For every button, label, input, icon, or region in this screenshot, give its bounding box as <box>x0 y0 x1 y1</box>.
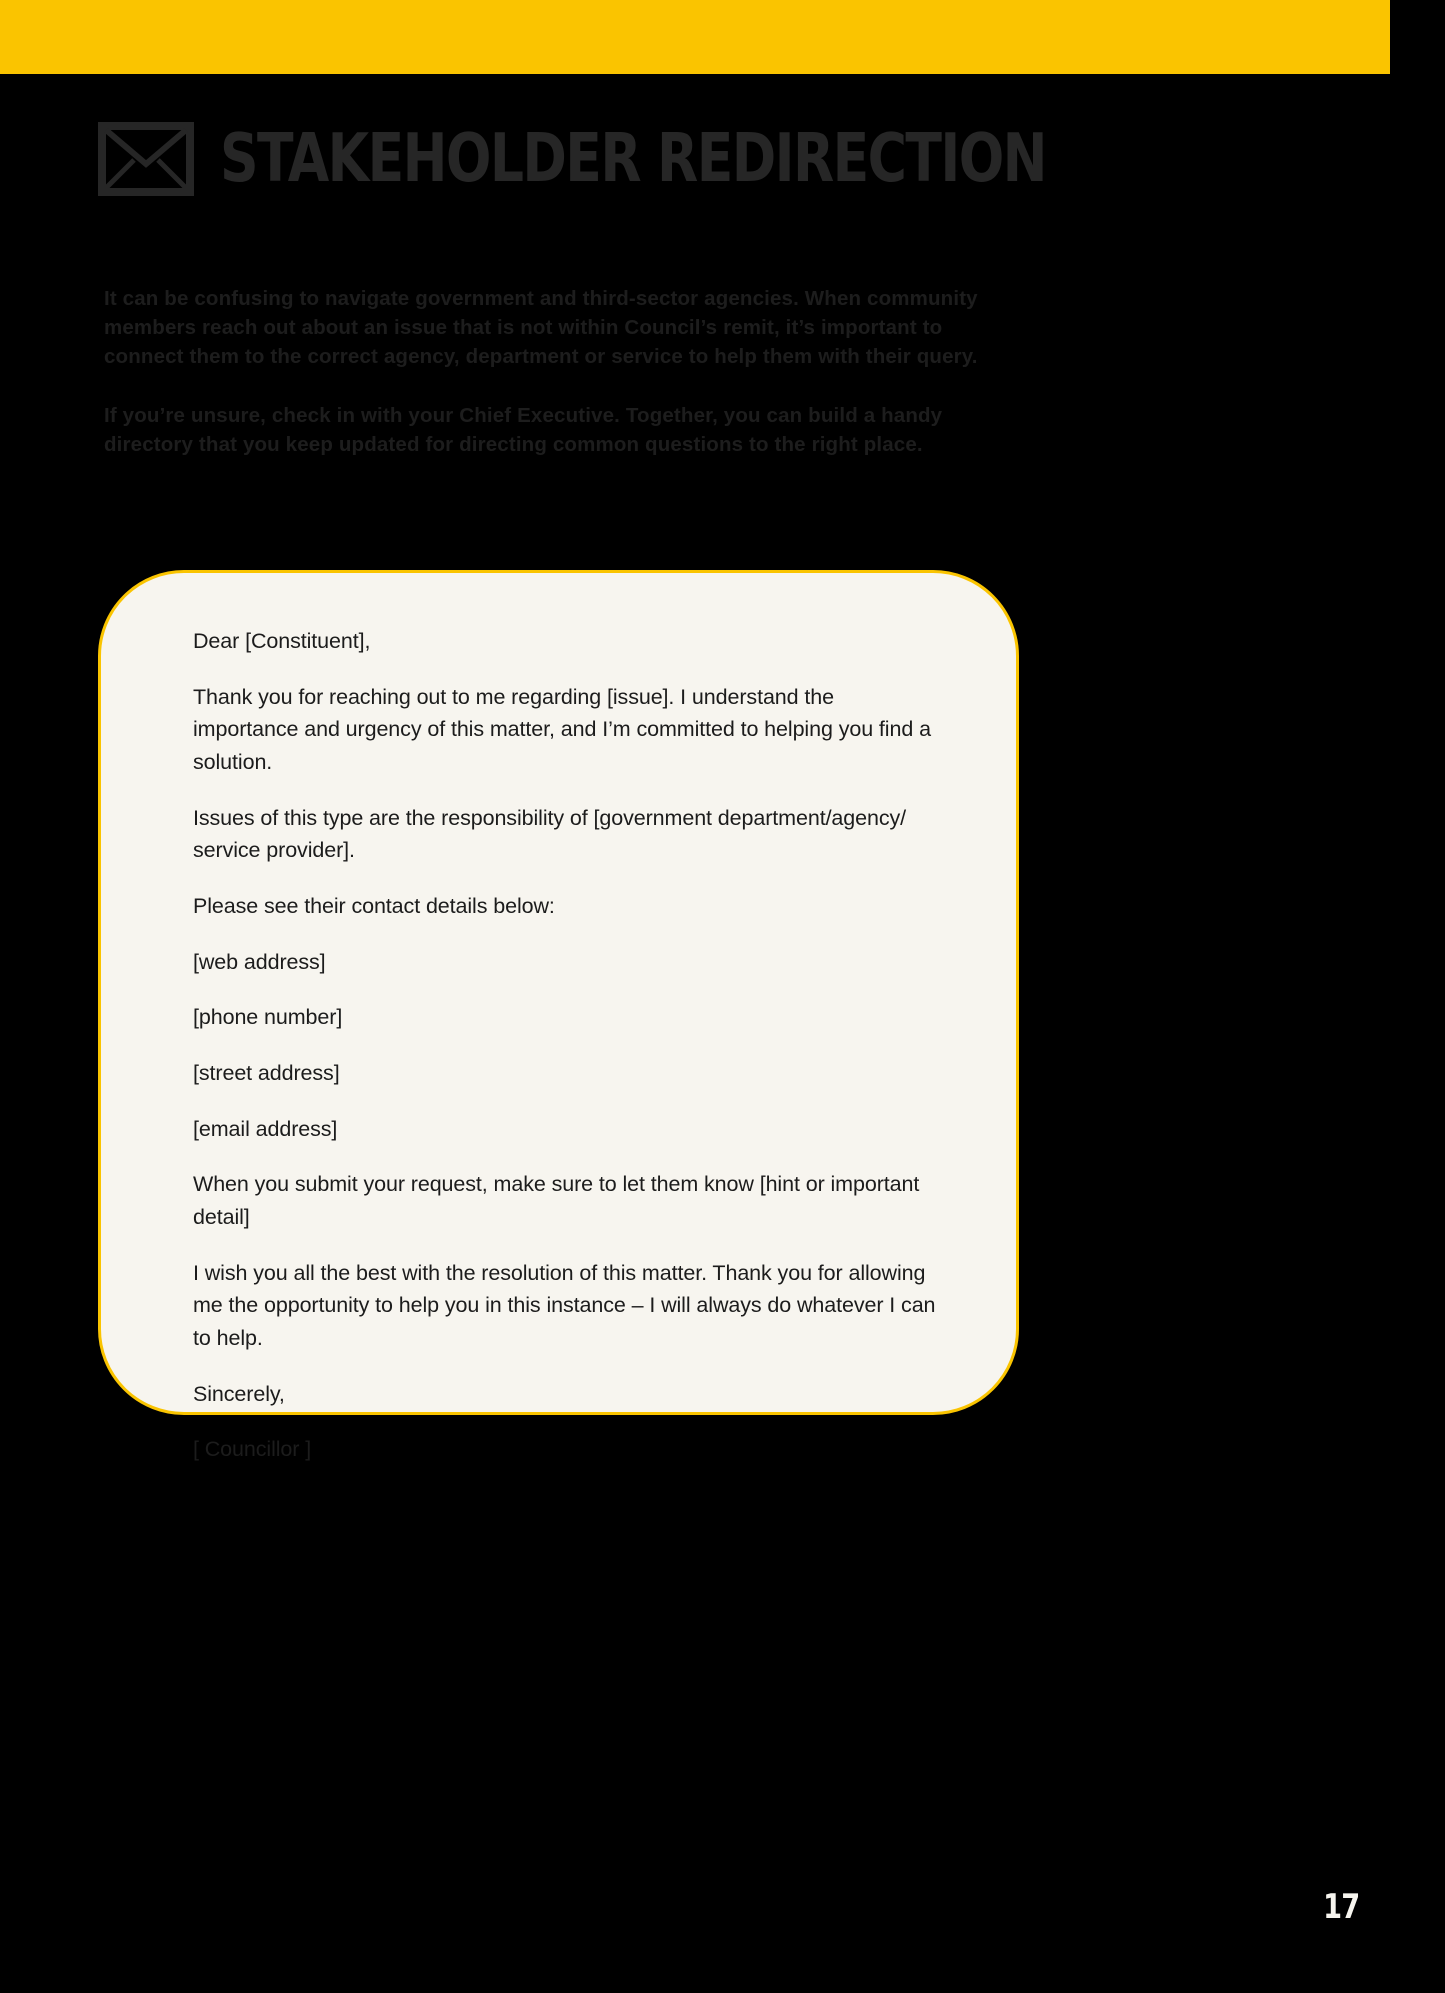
letter-field-street-address: [street address] <box>193 1061 340 1086</box>
intro-paragraph-2: If you’re unsure, check in with your Chief Executive. Together, you can build a handy directory that you keep updated for directing common questions to the right place. <box>104 404 943 457</box>
page-number: 17 <box>1322 1887 1359 1927</box>
intro-text-block <box>104 284 1004 460</box>
letter-salutation: Dear [Constituent], <box>193 629 371 653</box>
letter-signoff: Sincerely, <box>193 1381 285 1406</box>
letter-paragraph-closing: I wish you all the best with the resolution of this matter. Thank you for allowing me the opportunity to help you in this instance – I will always do whatever I can to help. <box>193 1260 936 1351</box>
letter-paragraph-hint: When you submit your request, make sure to let them know [hint or important detail] <box>193 1172 920 1230</box>
letter-paragraph-contact-intro: Please see their contact details below: <box>193 894 555 919</box>
letter-field-email-address: [email address] <box>193 1116 338 1141</box>
page-header <box>98 119 1252 198</box>
page-title: STAKEHOLDER REDIRECTION <box>220 119 1046 198</box>
letter-signature-placeholder: [ Councillor ] <box>193 1437 312 1462</box>
letter-field-web-address: [web address] <box>193 949 326 974</box>
letter-paragraph-responsibility: Issues of this type are the responsibility of [government department/agency/ service provider]. <box>193 805 907 863</box>
letter-template-card <box>98 570 1019 1462</box>
letter-field-phone-number: [phone number] <box>193 1005 343 1030</box>
top-accent-bar <box>0 0 1390 74</box>
letter-paragraph-intro: Thank you for reaching out to me regarding [issue]. I understand the importance and urgency of this matter, and I’m committed to helping you find a solution. <box>193 684 931 775</box>
envelope-icon <box>98 122 194 196</box>
intro-paragraph-1: It can be confusing to navigate government and third-sector agencies. When community members reach out about an issue that is not within Council’s remit, it’s important to connect them to the correct agency, department or service to help them with their query. <box>104 287 978 369</box>
